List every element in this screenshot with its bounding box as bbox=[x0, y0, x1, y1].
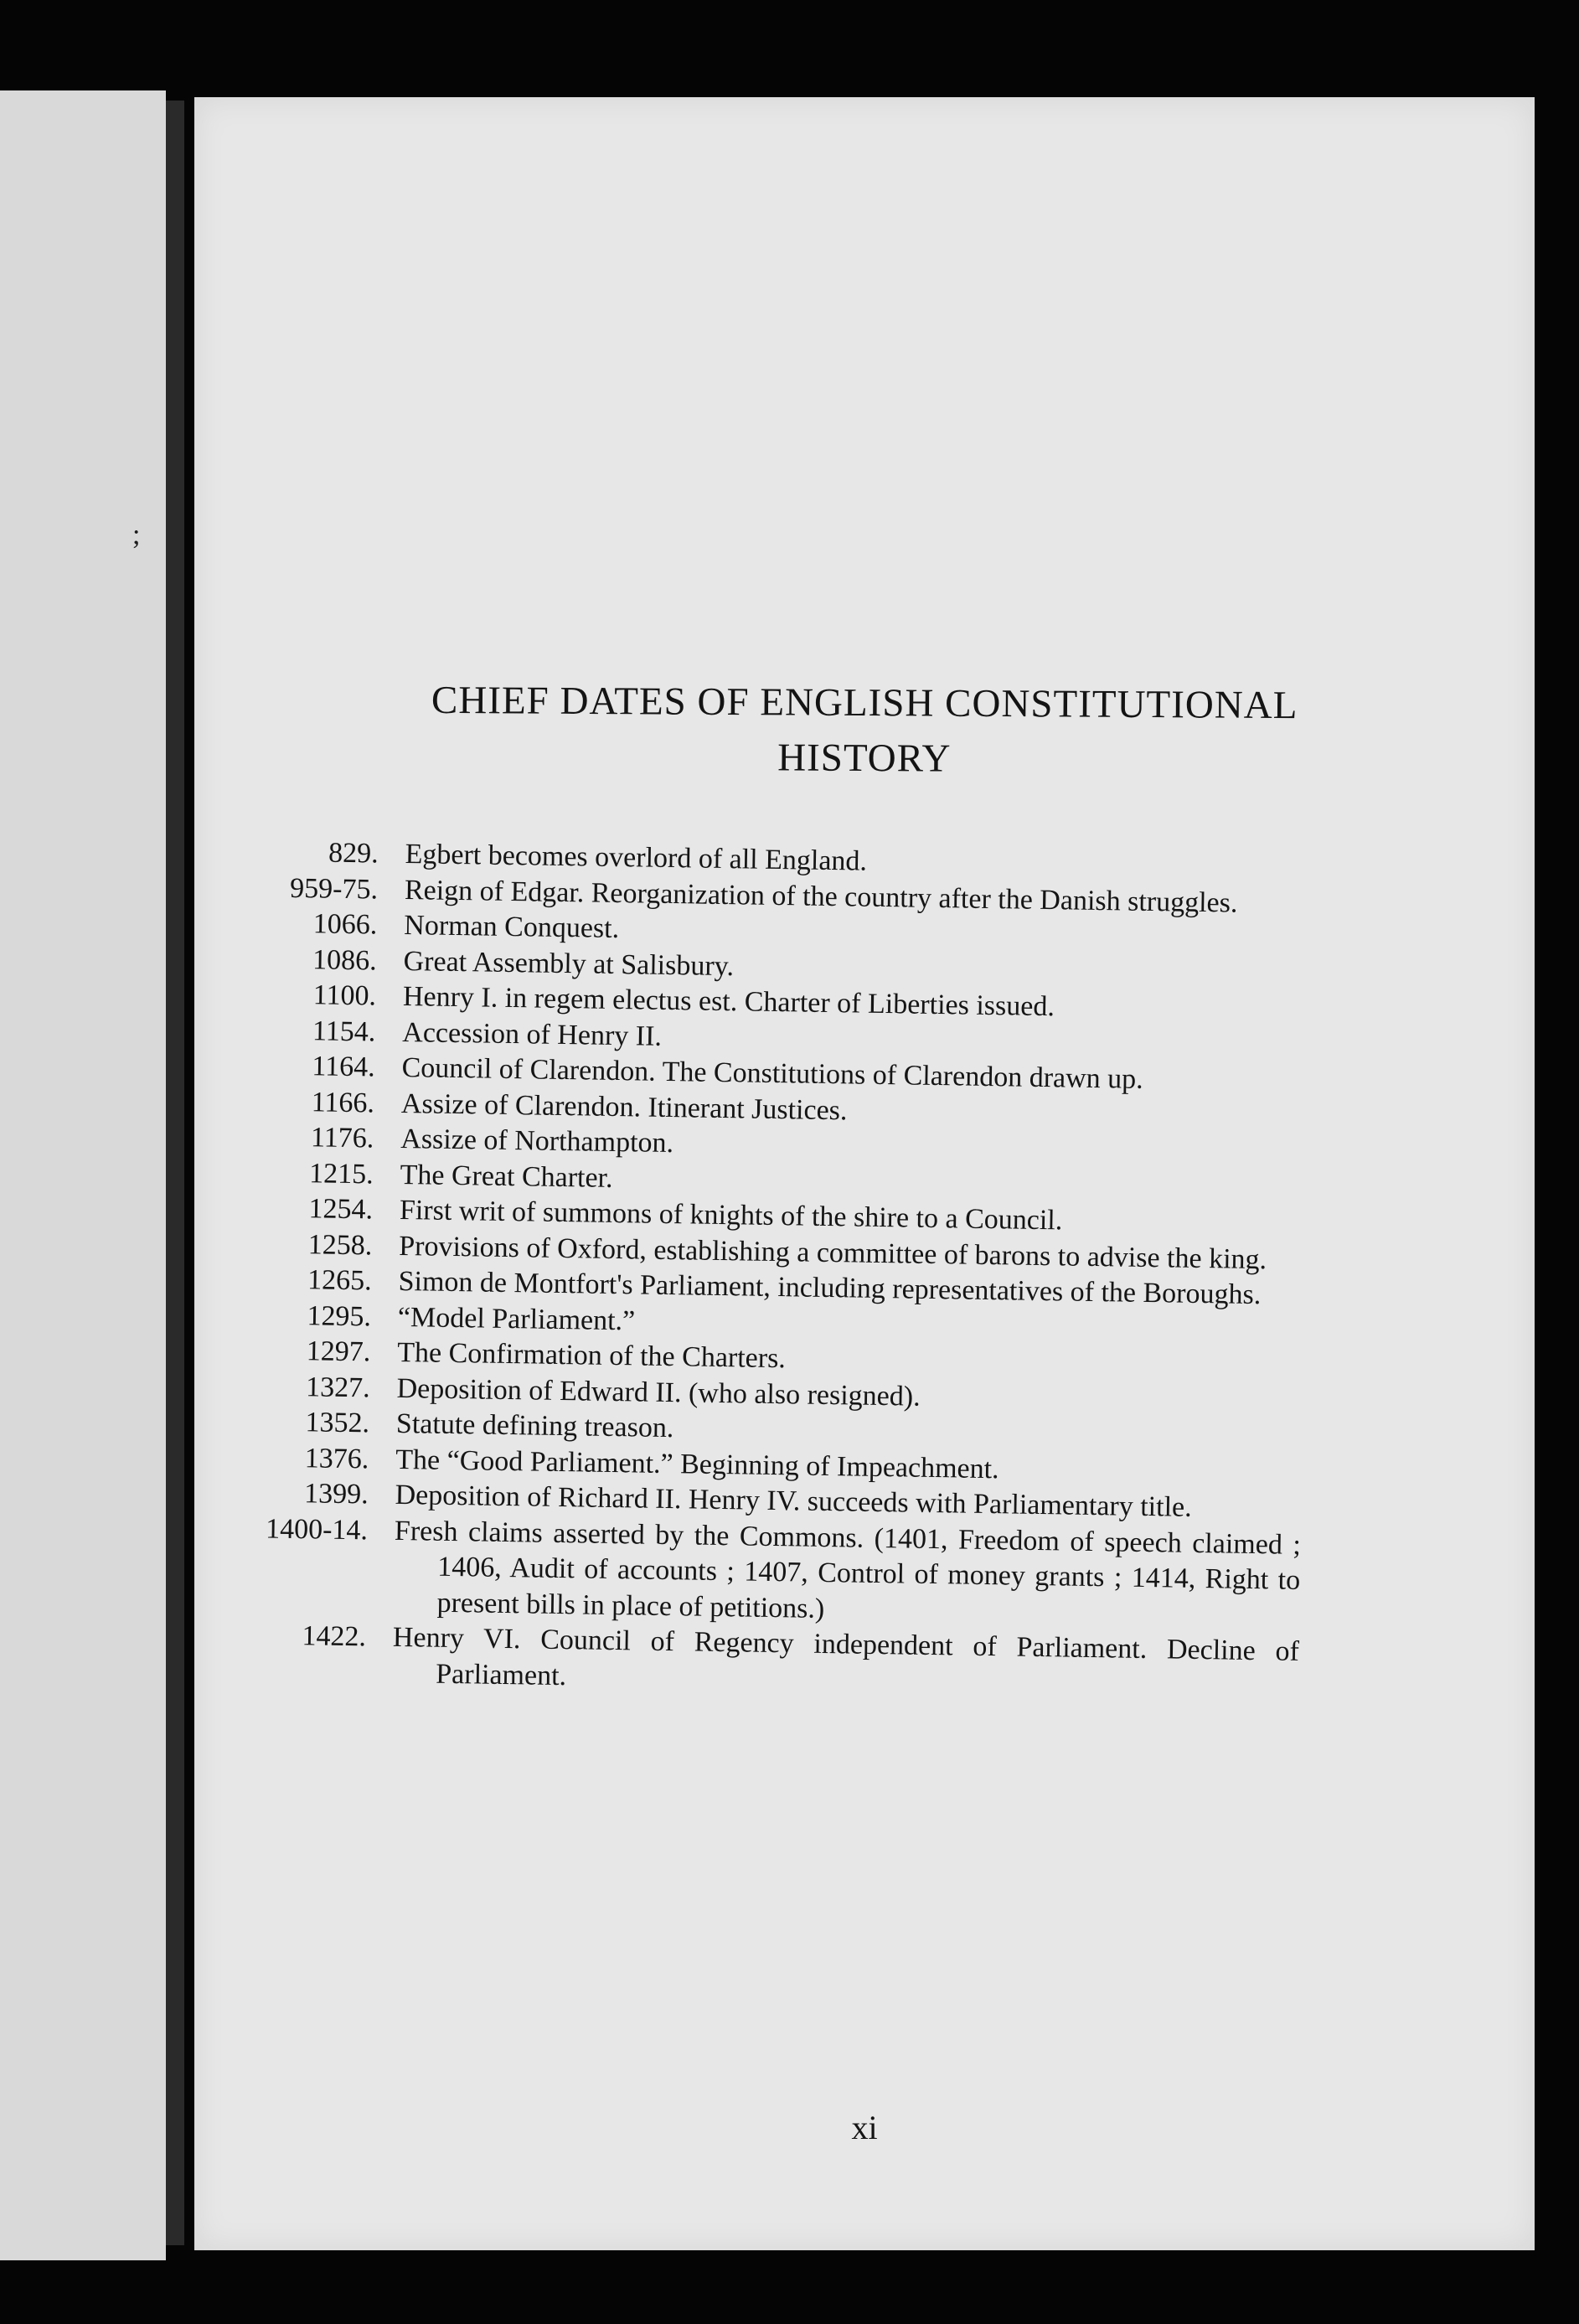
entry-date: 1176. bbox=[310, 1122, 374, 1154]
entry-date: 1258. bbox=[307, 1228, 373, 1261]
entry-text: Reign of Edgar. Reorganization of the country after the Danish struggles. bbox=[404, 874, 1238, 919]
adjacent-page-edge bbox=[0, 90, 166, 2260]
entry-text: Fresh claims asserted by the Commons. (1401, Freedom of speech claimed ; 1406, Audit of accounts ; 1407, Control of money grants ; 1414, Right to present bills in place of petitions.) bbox=[394, 1515, 1302, 1624]
entry-text: Assize of Northampton. bbox=[400, 1123, 674, 1159]
entry-text: The “Good Parliament.” Beginning of Impeachment. bbox=[395, 1443, 999, 1485]
chronology-list bbox=[231, 834, 1484, 1708]
entry-date: 1376. bbox=[304, 1442, 369, 1474]
entry-date: 1154. bbox=[312, 1015, 376, 1047]
entry-text: First writ of summons of knights of the shire to a Council. bbox=[399, 1194, 1063, 1237]
entry-text: Assize of Clarendon. Itinerant Justices. bbox=[400, 1087, 848, 1126]
entry-date: 959-75. bbox=[289, 872, 379, 906]
entry-date: 1265. bbox=[307, 1264, 372, 1297]
page-title-line-1: CHIEF DATES OF ENGLISH CONSTITUTIONAL bbox=[431, 678, 1298, 728]
book-gutter bbox=[166, 101, 184, 2245]
entry-text: Council of Clarendon. The Constitutions of Clarendon drawn up. bbox=[401, 1051, 1143, 1095]
entry-text: Statute defining treason. bbox=[395, 1407, 674, 1444]
book-page bbox=[194, 97, 1535, 2250]
entry-date: 1400-14. bbox=[265, 1512, 369, 1546]
page-title-line-2: HISTORY bbox=[777, 736, 952, 781]
entry-text: Accession of Henry II. bbox=[402, 1016, 663, 1052]
entry-date: 1086. bbox=[312, 943, 377, 976]
scan-mark: ; bbox=[132, 519, 141, 550]
entry-date: 1399. bbox=[303, 1478, 369, 1511]
entry-text: Simon de Montfort's Parliament, including representatives of the Boroughs. bbox=[398, 1265, 1262, 1311]
entry-text: Deposition of Richard II. Henry IV. succeeds with Parliamentary title. bbox=[395, 1479, 1192, 1523]
entry-date: 1422. bbox=[302, 1620, 367, 1653]
entry-date: 1254. bbox=[308, 1193, 374, 1226]
entry-date: 1100. bbox=[312, 979, 377, 1012]
entry-text: Egbert becomes overlord of all England. bbox=[405, 839, 868, 877]
entry-date: 1066. bbox=[312, 908, 378, 941]
entry-date: 1297. bbox=[306, 1335, 371, 1368]
entry-text: Henry I. in regem electus est. Charter of Liberties issued. bbox=[402, 980, 1055, 1023]
entry-text: The Confirmation of the Charters. bbox=[397, 1336, 787, 1375]
entry-date: 1295. bbox=[307, 1299, 372, 1332]
entry-date: 1327. bbox=[305, 1371, 370, 1403]
entry-text: Provisions of Oxford, establishing a committee of barons to advise the king. bbox=[399, 1230, 1267, 1275]
entry-text: The Great Charter. bbox=[400, 1159, 613, 1194]
entry-text: Norman Conquest. bbox=[404, 910, 620, 945]
entry-date: 1352. bbox=[305, 1407, 370, 1439]
entry-date: 1215. bbox=[308, 1157, 374, 1190]
entry-date: 1166. bbox=[311, 1086, 375, 1118]
entry-date: 829. bbox=[328, 837, 379, 870]
entry-date: 1164. bbox=[312, 1051, 375, 1083]
entry-text: Great Assembly at Salisbury. bbox=[403, 945, 735, 982]
page-title bbox=[194, 671, 1535, 790]
chronology-entry bbox=[232, 1511, 1473, 1637]
page-number: xi bbox=[851, 2109, 878, 2146]
entry-text: Henry VI. Council of Regency independent of Parliament. Decline of Parliament. bbox=[392, 1621, 1300, 1691]
entry-text: “Model Parliament.” bbox=[397, 1301, 636, 1336]
entry-text: Deposition of Edward II. (who also resigned). bbox=[396, 1372, 921, 1412]
